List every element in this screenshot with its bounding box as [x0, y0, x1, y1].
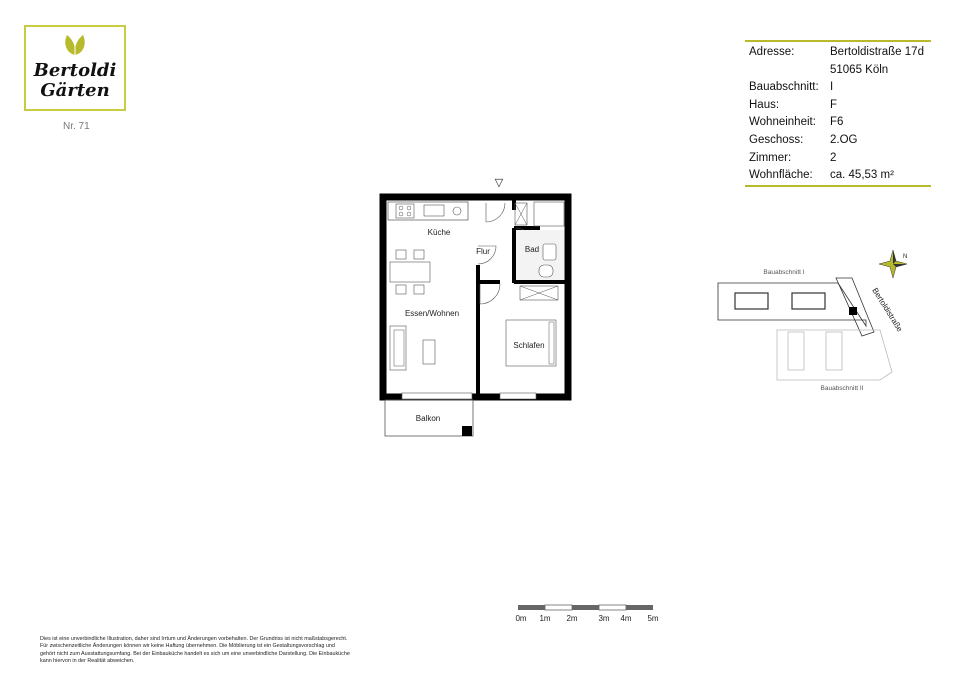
coffee-table	[423, 340, 435, 364]
info-value: 2	[830, 151, 837, 164]
window-bedroom	[500, 393, 536, 399]
room-label-kitchen: Küche	[427, 228, 451, 237]
info-value: F6	[830, 116, 844, 129]
outer-walls	[383, 197, 568, 397]
info-value: I	[830, 81, 834, 94]
scale-label: 5m	[647, 614, 659, 623]
room-label-balcony: Balkon	[415, 414, 441, 423]
room-label-bedroom: Schlafen	[513, 341, 545, 350]
site-plan	[718, 250, 907, 392]
info-value: ca. 45,53 m²	[830, 169, 894, 182]
site-label-street: Bertoldistraße	[870, 286, 905, 334]
bedroom-door	[480, 284, 500, 304]
info-key: Geschoss:	[749, 133, 804, 146]
scale-label: 1m	[539, 614, 551, 623]
info-key: Wohneinheit:	[749, 116, 816, 129]
kitchen-counter	[388, 202, 468, 220]
scale-label: 2m	[566, 614, 578, 623]
site-label-section2: Bauabschnitt II	[820, 385, 864, 392]
info-key: Wohnfläche:	[749, 169, 813, 182]
sofa	[390, 326, 406, 370]
site-label-section1: Bauabschnitt I	[763, 269, 805, 276]
room-label-bath: Bad	[524, 245, 540, 254]
svg-text:N: N	[903, 254, 908, 260]
house-f-marker	[849, 307, 857, 315]
washbasin	[543, 244, 556, 260]
logo-wordmark-line1: Bertoldi	[33, 60, 117, 81]
entrance-door	[486, 203, 505, 222]
window-living	[402, 393, 472, 399]
logo-wordmark-line2: Gärten	[40, 80, 110, 101]
info-key: Zimmer:	[749, 151, 792, 164]
compass-icon	[879, 250, 907, 278]
scale-label: 0m	[515, 614, 527, 623]
unit-number: Nr. 71	[63, 121, 90, 132]
room-label-living: Essen/Wohnen	[404, 309, 460, 318]
info-value: 2.OG	[830, 133, 858, 146]
info-value: Bertoldistraße 17d	[830, 46, 924, 58]
building-section-2	[777, 330, 892, 380]
info-key: Adresse:	[749, 46, 795, 58]
entrance-marker: ▽	[494, 177, 504, 189]
info-key: Bauabschnitt:	[749, 81, 819, 94]
info-value: F	[830, 98, 838, 111]
scale-label: 4m	[620, 614, 632, 623]
info-value: 51065 Köln	[830, 63, 889, 76]
shower	[534, 202, 564, 226]
disclaimer-text: Dies ist eine unverbindliche Illustration, daher sind Irrtum und Änderungen vorbehalten. Der Grundriss ist nicht maßstabsgerecht. Für zwischenzeitliche Änderungen können wir keine Haftung übernehmen. Die Möblierung ist ein Gestaltungsvorschlag und gehört nicht zum Ausstattungsumfang. Bei der Einbauküche handelt es sich um eine unverbindliche Darstellung. Die Einbauküche kann hiervon in der Realität abweichen.	[40, 636, 350, 665]
scale-label: 3m	[598, 614, 610, 623]
info-key: Haus:	[749, 98, 780, 111]
scale-bar	[510, 600, 670, 628]
toilet	[539, 265, 553, 277]
room-label-hall: Flur	[476, 247, 490, 256]
dining-table	[390, 262, 430, 282]
